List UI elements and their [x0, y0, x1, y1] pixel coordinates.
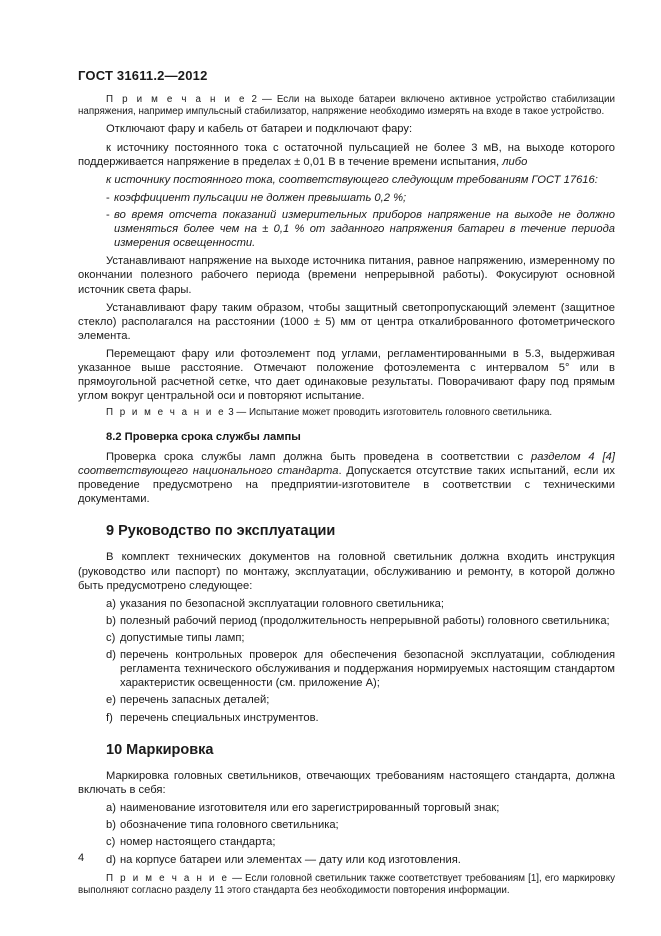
list-label: f): [106, 711, 113, 724]
list-item: [78, 711, 615, 725]
dash-item: [78, 191, 615, 205]
list-label: b): [106, 819, 116, 832]
list-label: c): [106, 632, 116, 645]
list-text: перечень специальных инструментов.: [120, 711, 319, 724]
list-text: полезный рабочий период (продолжительность непрерывной работы) головного светильника;: [120, 614, 610, 627]
list-item: [78, 597, 615, 611]
note-section-10: [78, 873, 615, 897]
list-label: e): [106, 694, 116, 707]
list-item: [78, 835, 615, 849]
note-3-label: П р и м е ч а н и е: [106, 407, 226, 419]
paragraph-set-voltage: Устанавливают напряжение на выходе источника питания, равное напряжению, измеренному по окончании полезного рабочего периода (времени непрерывной работы). Фокусируют основной источник света фары.: [78, 255, 615, 296]
list-item: [78, 648, 615, 690]
paragraph-dc-source: [78, 141, 615, 169]
paragraph-disconnect: Отключают фару и кабель от батареи и подключают фару:: [106, 123, 413, 136]
paragraph-gost-source: к источнику постоянного тока, соответствующего следующим требованиям ГОСТ 17616:: [106, 173, 598, 186]
dc-source-text: к источнику постоянного тока с остаточной пульсацией не более 3 мВ, на выходе которого поддерживается напряжение в пределах ± 0,01 В в течение времени испытания,: [78, 141, 615, 168]
section-9-intro: В комплект технических документов на головной светильник должна входить инструкция (руководство или паспорт) по монтажу, эксплуатации, обслуживанию и ремонту, в которой должно быть предусмотрено следующее:: [78, 551, 615, 592]
note-2: [78, 94, 615, 118]
list-item: [78, 818, 615, 832]
list-item: [78, 853, 615, 867]
section-9-list: [78, 597, 615, 725]
list-text: номер настоящего стандарта;: [120, 836, 276, 849]
list-label: b): [106, 614, 116, 627]
note-10-text: — Если головной светильник также соответствует требованиям [1], его маркировку выполняют согласно разделу 11 этого стандарта без необходимости повторения информации.: [78, 872, 615, 896]
dash-marker: -: [106, 191, 110, 204]
dash-marker: -: [106, 209, 110, 222]
list-label: a): [106, 802, 116, 815]
section-10-list: [78, 801, 615, 866]
list-text: на корпусе батареи или элементах — дату или код изготовления.: [120, 853, 461, 866]
dash-text: коэффициент пульсации не должен превышать 0,2 %;: [114, 191, 407, 204]
list-text: наименование изготовителя или его зарегистрированный торговый знак;: [120, 802, 500, 815]
note-10-label: П р и м е ч а н и е: [106, 872, 230, 884]
section-10-title: 10 Маркировка: [106, 741, 214, 758]
list-label: c): [106, 836, 116, 849]
list-text: перечень запасных деталей;: [120, 694, 270, 707]
list-label: d): [106, 853, 116, 866]
list-item: [78, 693, 615, 707]
main-content: [78, 94, 615, 901]
p-8-2-b: разделом 4 [4] соответствующего национального стандарта: [78, 450, 615, 477]
list-label: d): [106, 649, 116, 662]
page-number: 4: [78, 852, 85, 864]
list-text: указания по безопасной эксплуатации головного светильника;: [120, 597, 444, 610]
section-10-intro: Маркировка головных светильников, отвечающих требованиям настоящего стандарта, должна включать в себя:: [78, 769, 615, 797]
list-text: обозначение типа головного светильника;: [120, 819, 339, 832]
dash-list: [78, 191, 615, 250]
dash-text: во время отсчета показаний измерительных приборов напряжение на выходе не должно изменяться более чем на ± 0,1 % от заданного напряжения батареи в течение периода измерения освещенности.: [114, 209, 615, 250]
subsection-8-2-title: 8.2 Проверка срока службы лампы: [106, 430, 301, 443]
document-header: ГОСТ 31611.2—2012: [78, 68, 208, 83]
p-8-2-c: . Допускается отсутствие таких испытаний, если их проведение предусмотрено на предприятии-изготовителе в соответствии с техническими документами.: [78, 464, 615, 506]
list-text: допустимые типы ламп;: [120, 632, 245, 645]
list-item: [78, 614, 615, 628]
paragraph-move: Перемещают фару или фотоэлемент под углами, регламентированными в 5.3, выдерживая указанное выше расстояние. Отмечают положение фотоэлемента с интервалом 5° или в прямоугольной расчетной сетке, что дает одинаковые результаты. Поворачивают фару под прямым углом вокруг центральной оси и повторяют испытание.: [78, 348, 615, 403]
dash-item: [78, 208, 615, 250]
list-item: [78, 631, 615, 645]
note-3: [78, 407, 615, 419]
note-2-text: 2 — Если на выходе батареи включено активное устройство стабилизации напряжения, например импульсный стабилизатор, напряжение необходимо измерять на входе в такое устройство.: [78, 94, 615, 118]
paragraph-8-2: [78, 450, 615, 506]
paragraph-position: Устанавливают фару таким образом, чтобы защитный светопропускающий элемент (защитное стекло) располагался на расстоянии (1000 ± 5) мм от центра откалиброванного фотометрического элемента.: [78, 301, 615, 342]
p-8-2-a: Проверка срока службы ламп должна быть проведена в соответствии с: [106, 450, 532, 463]
note-3-text: 3 — Испытание может проводить изготовитель головного светильника.: [225, 407, 553, 419]
dc-source-either: либо: [502, 155, 528, 168]
list-label: a): [106, 597, 116, 610]
note-2-label: П р и м е ч а н и е: [106, 94, 247, 105]
section-9-title: 9 Руководство по эксплуатации: [106, 523, 336, 540]
list-item: [78, 801, 615, 815]
list-text: перечень контрольных проверок для обеспечения безопасной эксплуатации, соблюдения регламента технического обслуживания и поддержания нормируемых настоящим стандартом характеристик освещенности (см. приложение А);: [120, 649, 615, 690]
